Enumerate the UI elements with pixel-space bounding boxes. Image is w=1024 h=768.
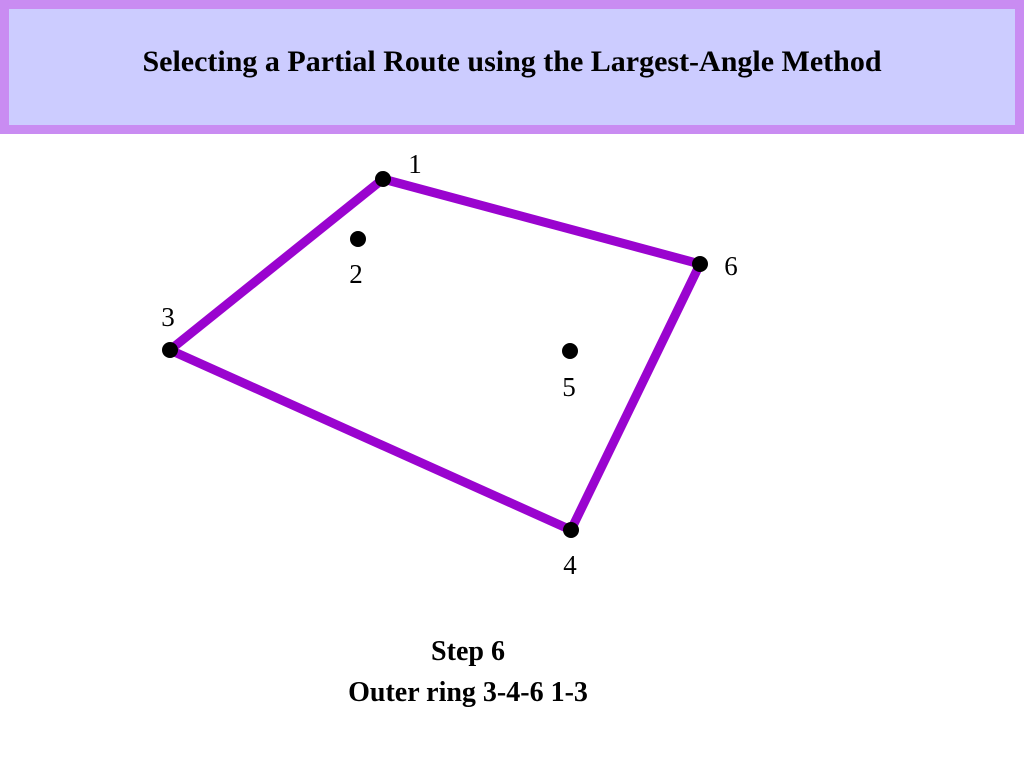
node-label-2: 2 bbox=[349, 259, 363, 289]
caption-block bbox=[348, 631, 588, 713]
ring-label: Outer ring 3-4-6 1-3 bbox=[348, 677, 588, 708]
edge-1-6 bbox=[383, 179, 700, 264]
node-4 bbox=[563, 522, 579, 538]
edge-6-4 bbox=[571, 264, 700, 530]
node-label-1: 1 bbox=[408, 149, 422, 179]
step-label: Step 6 bbox=[431, 636, 505, 667]
node-label-3: 3 bbox=[161, 302, 175, 332]
node-label-5: 5 bbox=[562, 372, 576, 402]
node-label-6: 6 bbox=[724, 251, 738, 281]
node-2 bbox=[350, 231, 366, 247]
slide-title: Selecting a Partial Route using the Largest-Angle Method bbox=[142, 45, 882, 78]
node-5 bbox=[562, 343, 578, 359]
edge-4-3 bbox=[170, 350, 571, 530]
node-6 bbox=[692, 256, 708, 272]
node-3 bbox=[162, 342, 178, 358]
node-label-4: 4 bbox=[563, 550, 577, 580]
node-1 bbox=[375, 171, 391, 187]
